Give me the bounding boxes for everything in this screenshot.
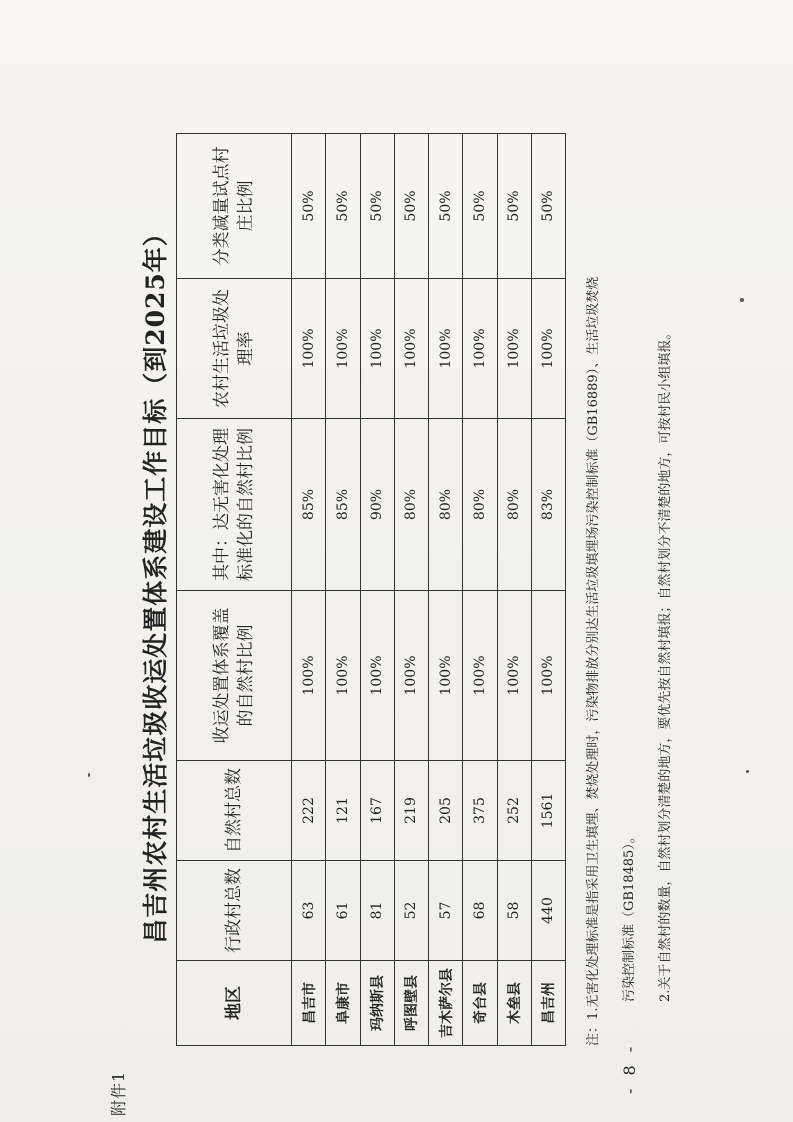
header-region: 地区 xyxy=(177,961,292,1046)
cell-natural-villages: 121 xyxy=(326,761,360,861)
cell-sorting: 50% xyxy=(360,134,394,279)
cell-treatment-rate: 100% xyxy=(326,279,360,419)
page-title: 昌吉州农村生活垃圾收运处置体系建设工作目标（到2025年） xyxy=(141,220,170,944)
speck xyxy=(740,298,744,302)
header-coverage: 收运处置体系覆盖的自然村比例 xyxy=(177,591,292,761)
table-row xyxy=(360,134,394,1046)
cell-harmless: 83% xyxy=(531,419,565,591)
cell-admin-villages: 68 xyxy=(463,861,497,961)
cell-coverage: 100% xyxy=(429,591,463,761)
cell-natural-villages: 222 xyxy=(292,761,326,861)
cell-admin-villages: 57 xyxy=(429,861,463,961)
cell-natural-villages: 205 xyxy=(429,761,463,861)
cell-sorting: 50% xyxy=(394,134,428,279)
cell-region: 吉木萨尔县 xyxy=(429,961,463,1046)
cell-harmless: 80% xyxy=(497,419,531,591)
cell-coverage: 100% xyxy=(360,591,394,761)
table-header-row xyxy=(177,134,292,1046)
cell-sorting: 50% xyxy=(497,134,531,279)
cell-region: 玛纳斯县 xyxy=(360,961,394,1046)
cell-sorting: 50% xyxy=(429,134,463,279)
cell-coverage: 100% xyxy=(292,591,326,761)
cell-admin-villages: 58 xyxy=(497,861,531,961)
cell-treatment-rate: 100% xyxy=(429,279,463,419)
cell-sorting: 50% xyxy=(531,134,565,279)
cell-coverage: 100% xyxy=(497,591,531,761)
cell-harmless: 85% xyxy=(292,419,326,591)
cell-region: 昌吉州 xyxy=(531,961,565,1046)
header-treatment-rate: 农村生活垃圾处理率 xyxy=(177,279,292,419)
header-natural-villages: 自然村总数 xyxy=(177,761,292,861)
cell-natural-villages: 1561 xyxy=(531,761,565,861)
cell-treatment-rate: 100% xyxy=(497,279,531,419)
speck xyxy=(746,770,749,773)
cell-treatment-rate: 100% xyxy=(360,279,394,419)
cell-treatment-rate: 100% xyxy=(531,279,565,419)
notes xyxy=(576,116,684,1046)
cell-admin-villages: 61 xyxy=(326,861,360,961)
page-number: - 8 - xyxy=(620,1042,639,1094)
note-line-1: 注：1.无害化处理标准是指采用卫生填埋、焚烧处理时，污染物排放分别达生活垃圾填埋场污染控制标准（GB16889）、生活垃圾焚烧 xyxy=(586,276,601,1046)
cell-coverage: 100% xyxy=(394,591,428,761)
attachment-label: 附件1 xyxy=(109,1070,128,1116)
cell-region: 奇台县 xyxy=(463,961,497,1046)
speck xyxy=(88,773,90,777)
note-line-3: 2.关于自然村的数量，自然村划分清楚的地方，要优先按自然村填报；自然村划分不清楚的地方，可按村民小组填报。 xyxy=(658,326,673,1002)
cell-harmless: 85% xyxy=(326,419,360,591)
header-sorting: 分类减量试点村庄比例 xyxy=(177,134,292,279)
cell-harmless: 80% xyxy=(463,419,497,591)
note-line-2: 污染控制标准（GB18485）。 xyxy=(622,830,637,1002)
cell-region: 木垒县 xyxy=(497,961,531,1046)
cell-region: 阜康市 xyxy=(326,961,360,1046)
table-row xyxy=(429,134,463,1046)
cell-harmless: 80% xyxy=(394,419,428,591)
cell-coverage: 100% xyxy=(326,591,360,761)
cell-admin-villages: 81 xyxy=(360,861,394,961)
table-row xyxy=(531,134,565,1046)
table-row xyxy=(326,134,360,1046)
cell-natural-villages: 167 xyxy=(360,761,394,861)
cell-admin-villages: 63 xyxy=(292,861,326,961)
cell-sorting: 50% xyxy=(326,134,360,279)
table-row xyxy=(292,134,326,1046)
header-admin-villages: 行政村总数 xyxy=(177,861,292,961)
cell-natural-villages: 219 xyxy=(394,761,428,861)
cell-harmless: 80% xyxy=(429,419,463,591)
cell-harmless: 90% xyxy=(360,419,394,591)
cell-admin-villages: 440 xyxy=(531,861,565,961)
cell-natural-villages: 375 xyxy=(463,761,497,861)
cell-sorting: 50% xyxy=(292,134,326,279)
header-harmless: 其中：达无害化处理标准化的自然村比例 xyxy=(177,419,292,591)
cell-natural-villages: 252 xyxy=(497,761,531,861)
cell-admin-villages: 52 xyxy=(394,861,428,961)
cell-treatment-rate: 100% xyxy=(394,279,428,419)
cell-region: 呼图壁县 xyxy=(394,961,428,1046)
table-row xyxy=(463,134,497,1046)
table-row xyxy=(394,134,428,1046)
rotated-content xyxy=(100,122,673,1122)
cell-region: 昌吉市 xyxy=(292,961,326,1046)
cell-treatment-rate: 100% xyxy=(463,279,497,419)
cell-coverage: 100% xyxy=(531,591,565,761)
cell-coverage: 100% xyxy=(463,591,497,761)
targets-table xyxy=(176,133,566,1046)
cell-sorting: 50% xyxy=(463,134,497,279)
cell-treatment-rate: 100% xyxy=(292,279,326,419)
table-row xyxy=(497,134,531,1046)
